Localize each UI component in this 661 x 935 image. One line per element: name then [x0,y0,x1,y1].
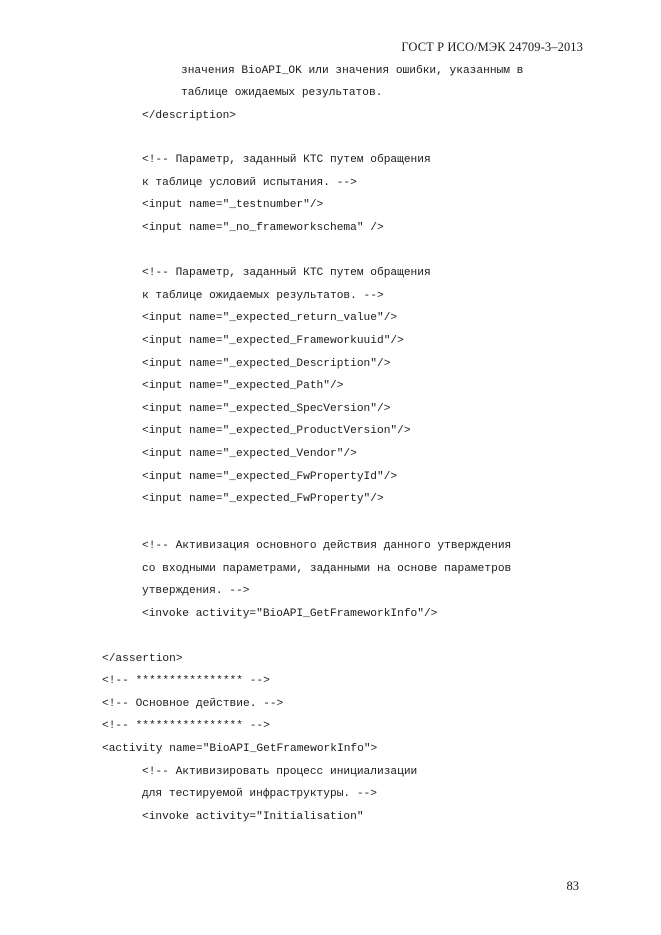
code-line: <input name="_expected_ProductVersion"/> [142,425,411,437]
code-line: <input name="_no_frameworkschema" /> [142,222,384,234]
code-line: <input name="_expected_FwPropertyId"/> [142,471,398,483]
code-line: <input name="_expected_return_value"/> [142,312,398,324]
code-line: <!-- **************** --> [102,720,270,732]
code-line: <invoke activity="Initialisation" [142,811,364,823]
code-line: <input name="_expected_Vendor"/> [142,448,357,460]
code-line: <input name="_expected_SpecVersion"/> [142,403,391,415]
code-line: <input name="_expected_FwProperty"/> [142,493,384,505]
page-header: ГОСТ Р ИСО/МЭК 24709-3–2013 [401,40,583,54]
code-line: утверждения. --> [142,585,250,597]
code-line: <!-- Активизация основного действия данного утверждения [142,540,512,552]
code-line: <input name="_expected_Description"/> [142,358,391,370]
code-line: к таблице условий испытания. --> [142,177,357,189]
code-line: со входными параметрами, заданными на основе параметров [142,563,512,575]
code-line: <!-- **************** --> [102,675,270,687]
code-line: <input name="_expected_Frameworkuuid"/> [142,335,404,347]
code-line: <input name="_expected_Path"/> [142,380,344,392]
code-line: <!-- Параметр, заданный КТС путем обращения [142,154,431,166]
code-line: таблице ожидаемых результатов. [181,87,383,99]
code-line: значения BioAPI_OK или значения ошибки, указанным в [181,65,524,77]
code-line: <input name="_testnumber"/> [142,199,324,211]
code-line: <activity name="BioAPI_GetFrameworkInfo"> [102,743,378,755]
code-line: к таблице ожидаемых результатов. --> [142,290,384,302]
page-number: 83 [566,879,579,893]
code-line: <!-- Параметр, заданный КТС путем обращения [142,267,431,279]
code-line: <!-- Активизировать процесс инициализации [142,766,418,778]
code-line: <invoke activity="BioAPI_GetFrameworkInfo"/> [142,608,438,620]
code-line: </assertion> [102,653,183,665]
code-line: <!-- Основное действие. --> [102,698,284,710]
code-line: </description> [142,110,236,122]
code-line: для тестируемой инфраструктуры. --> [142,788,377,800]
